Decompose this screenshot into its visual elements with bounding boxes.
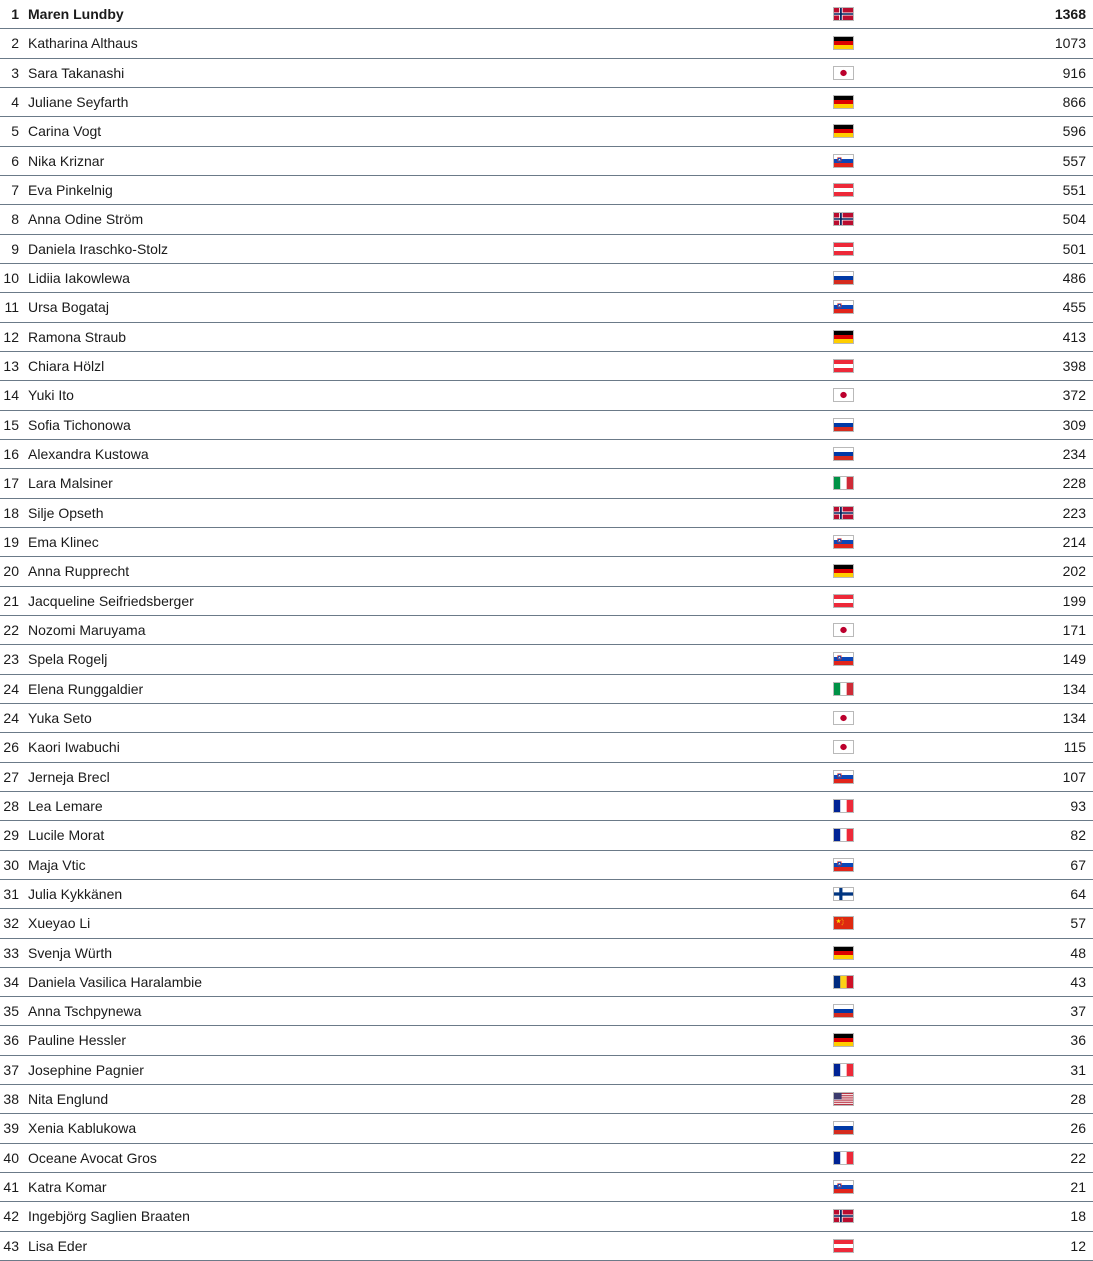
rank-cell: 32	[3, 915, 19, 932]
germany-flag-icon	[833, 946, 854, 960]
rank-cell: 42	[3, 1208, 19, 1225]
athlete-name: Pauline Hessler	[28, 1032, 127, 1049]
norway-flag-icon	[833, 212, 854, 226]
table-row	[0, 763, 1093, 792]
athlete-name: Lisa Eder	[28, 1237, 88, 1254]
athlete-name: Maja Vtic	[28, 856, 86, 873]
austria-flag-icon	[833, 359, 854, 373]
table-row	[0, 59, 1093, 88]
austria-flag-icon	[833, 1239, 854, 1253]
rank-cell: 30	[3, 856, 19, 873]
rank-cell: 40	[3, 1149, 19, 1166]
rank-cell: 5	[11, 123, 19, 140]
usa-flag-icon	[833, 1092, 854, 1106]
athlete-name: Nita Englund	[28, 1091, 109, 1108]
points-cell: 149	[1062, 651, 1086, 668]
points-cell: 504	[1062, 211, 1086, 228]
table-row	[0, 264, 1093, 293]
rank-cell: 43	[3, 1237, 19, 1254]
table-row	[0, 176, 1093, 205]
rank-cell: 16	[3, 445, 19, 462]
rank-cell: 17	[3, 475, 19, 492]
austria-flag-icon	[833, 183, 854, 197]
germany-flag-icon	[833, 36, 854, 50]
rank-cell: 31	[3, 885, 19, 902]
athlete-name: Lucile Morat	[28, 827, 105, 844]
points-cell: 202	[1062, 563, 1086, 580]
rank-cell: 3	[11, 64, 19, 81]
germany-flag-icon	[833, 1033, 854, 1047]
rank-cell: 12	[3, 328, 19, 345]
athlete-name: Sara Takanashi	[28, 64, 125, 81]
russia-flag-icon	[833, 447, 854, 461]
italy-flag-icon	[833, 476, 854, 490]
points-cell: 916	[1062, 64, 1086, 81]
points-cell: 309	[1062, 416, 1086, 433]
rank-cell: 14	[3, 387, 19, 404]
rank-cell: 13	[3, 357, 19, 374]
rank-cell: 19	[3, 533, 19, 550]
rank-cell: 10	[3, 269, 19, 286]
athlete-name: Xenia Kablukowa	[28, 1120, 137, 1137]
table-row	[0, 235, 1093, 264]
points-cell: 67	[1070, 856, 1086, 873]
points-cell: 134	[1062, 709, 1086, 726]
points-cell: 214	[1062, 533, 1086, 550]
table-row	[0, 381, 1093, 410]
italy-flag-icon	[833, 682, 854, 696]
rank-cell: 24	[3, 709, 19, 726]
rank-cell: 4	[11, 93, 19, 110]
points-cell: 486	[1062, 269, 1086, 286]
rank-cell: 7	[11, 181, 19, 198]
athlete-name: Carina Vogt	[28, 123, 102, 140]
athlete-name: Anna Rupprecht	[28, 563, 130, 580]
points-cell: 115	[1063, 739, 1086, 756]
table-row	[0, 587, 1093, 616]
athlete-name: Lea Lemare	[28, 797, 103, 814]
rank-cell: 39	[3, 1120, 19, 1137]
table-row	[0, 469, 1093, 498]
athlete-name: Julia Kykkänen	[28, 885, 123, 902]
rank-cell: 9	[11, 240, 19, 257]
rank-cell: 37	[3, 1061, 19, 1078]
finland-flag-icon	[833, 887, 854, 901]
slovenia-flag-icon	[833, 535, 854, 549]
table-row	[0, 704, 1093, 733]
rank-cell: 18	[3, 504, 19, 521]
table-row	[0, 0, 1093, 29]
athlete-name: Yuka Seto	[28, 709, 92, 726]
athlete-name: Anna Tschpynewa	[28, 1003, 142, 1020]
slovenia-flag-icon	[833, 770, 854, 784]
slovenia-flag-icon	[833, 652, 854, 666]
points-cell: 551	[1062, 181, 1086, 198]
rank-cell: 15	[3, 416, 19, 433]
japan-flag-icon	[833, 388, 854, 402]
table-row	[0, 1173, 1093, 1202]
points-cell: 22	[1070, 1149, 1086, 1166]
table-row	[0, 1144, 1093, 1173]
table-row	[0, 205, 1093, 234]
germany-flag-icon	[833, 330, 854, 344]
table-row	[0, 733, 1093, 762]
table-row	[0, 968, 1093, 997]
points-cell: 48	[1070, 944, 1086, 961]
athlete-name: Alexandra Kustowa	[28, 445, 149, 462]
athlete-name: Silje Opseth	[28, 504, 104, 521]
athlete-name: Lidiia Iakowlewa	[28, 269, 130, 286]
table-row	[0, 616, 1093, 645]
points-cell: 1368	[1054, 6, 1086, 22]
athlete-name: Elena Runggaldier	[28, 680, 144, 697]
france-flag-icon	[833, 1151, 854, 1165]
japan-flag-icon	[833, 66, 854, 80]
points-cell: 223	[1062, 504, 1086, 521]
table-row	[0, 1232, 1093, 1261]
points-cell: 37	[1070, 1003, 1086, 1020]
table-row	[0, 528, 1093, 557]
points-cell: 28	[1070, 1091, 1086, 1108]
table-row	[0, 997, 1093, 1026]
athlete-name: Ema Klinec	[28, 533, 99, 550]
austria-flag-icon	[833, 242, 854, 256]
rank-cell: 1	[11, 6, 19, 22]
table-row	[0, 117, 1093, 146]
norway-flag-icon	[833, 1209, 854, 1223]
points-cell: 134	[1062, 680, 1086, 697]
athlete-name: Katra Komar	[28, 1179, 107, 1196]
athlete-name: Ramona Straub	[28, 328, 127, 345]
table-row	[0, 909, 1093, 938]
rank-cell: 22	[3, 621, 19, 638]
rank-cell: 38	[3, 1091, 19, 1108]
athlete-name: Sofia Tichonowa	[28, 416, 131, 433]
rank-cell: 29	[3, 827, 19, 844]
table-row	[0, 1085, 1093, 1114]
athlete-name: Juliane Seyfarth	[28, 93, 129, 110]
rank-cell: 27	[3, 768, 19, 785]
table-row	[0, 147, 1093, 176]
table-row	[0, 440, 1093, 469]
athlete-name: Ingebjörg Saglien Braaten	[28, 1208, 190, 1225]
table-row	[0, 1026, 1093, 1055]
table-row	[0, 1114, 1093, 1143]
athlete-name: Xueyao Li	[28, 915, 91, 932]
rank-cell: 36	[3, 1032, 19, 1049]
table-row	[0, 499, 1093, 528]
rank-cell: 8	[11, 211, 19, 228]
table-row	[0, 352, 1093, 381]
table-row	[0, 557, 1093, 586]
athlete-name: Chiara Hölzl	[28, 357, 105, 374]
points-cell: 234	[1062, 445, 1086, 462]
germany-flag-icon	[833, 124, 854, 138]
japan-flag-icon	[833, 740, 854, 754]
table-row	[0, 1056, 1093, 1085]
athlete-name: Josephine Pagnier	[28, 1061, 144, 1078]
rank-cell: 26	[3, 739, 19, 756]
points-cell: 228	[1062, 475, 1086, 492]
athlete-name: Jacqueline Seifriedsberger	[28, 592, 194, 609]
rank-cell: 34	[3, 973, 19, 990]
points-cell: 26	[1070, 1120, 1086, 1137]
rank-cell: 28	[3, 797, 19, 814]
russia-flag-icon	[833, 418, 854, 432]
athlete-name: Spela Rogelj	[28, 651, 108, 668]
norway-flag-icon	[833, 7, 854, 21]
points-cell: 64	[1070, 885, 1086, 902]
points-cell: 21	[1070, 1179, 1086, 1196]
japan-flag-icon	[833, 623, 854, 637]
austria-flag-icon	[833, 594, 854, 608]
athlete-name: Svenja Würth	[28, 944, 113, 961]
points-cell: 557	[1062, 152, 1086, 169]
russia-flag-icon	[833, 1121, 854, 1135]
rank-cell: 2	[11, 35, 19, 52]
table-row	[0, 411, 1093, 440]
athlete-name: Nika Kriznar	[28, 152, 105, 169]
athlete-name: Maren Lundby	[28, 6, 124, 22]
points-cell: 199	[1062, 592, 1086, 609]
points-cell: 501	[1062, 240, 1086, 257]
rank-cell: 6	[11, 152, 19, 169]
russia-flag-icon	[833, 271, 854, 285]
points-cell: 57	[1070, 915, 1086, 932]
points-cell: 398	[1062, 357, 1086, 374]
table-row	[0, 880, 1093, 909]
table-row	[0, 792, 1093, 821]
rank-cell: 11	[4, 299, 19, 316]
points-cell: 12	[1070, 1237, 1086, 1254]
germany-flag-icon	[833, 95, 854, 109]
japan-flag-icon	[833, 711, 854, 725]
points-cell: 18	[1070, 1208, 1086, 1225]
rank-cell: 20	[3, 563, 19, 580]
table-row	[0, 939, 1093, 968]
athlete-name: Daniela Iraschko-Stolz	[28, 240, 169, 257]
table-row	[0, 88, 1093, 117]
points-cell: 36	[1070, 1032, 1086, 1049]
athlete-name: Yuki Ito	[28, 387, 74, 404]
france-flag-icon	[833, 828, 854, 842]
points-cell: 455	[1062, 299, 1086, 316]
points-cell: 107	[1062, 768, 1086, 785]
points-cell: 31	[1070, 1061, 1086, 1078]
athlete-name: Kaori Iwabuchi	[28, 739, 120, 756]
france-flag-icon	[833, 1063, 854, 1077]
table-row	[0, 29, 1093, 58]
athlete-name: Katharina Althaus	[28, 35, 138, 52]
athlete-name: Anna Odine Ström	[28, 211, 144, 228]
table-row	[0, 675, 1093, 704]
rank-cell: 41	[3, 1179, 19, 1196]
rank-cell: 35	[3, 1003, 19, 1020]
rank-cell: 33	[3, 944, 19, 961]
points-cell: 1073	[1054, 35, 1086, 52]
points-cell: 93	[1070, 797, 1086, 814]
points-cell: 372	[1062, 387, 1086, 404]
athlete-name: Lara Malsiner	[28, 475, 113, 492]
table-row	[0, 293, 1093, 322]
rank-cell: 23	[3, 651, 19, 668]
athlete-name: Ursa Bogataj	[28, 299, 109, 316]
athlete-name: Daniela Vasilica Haralambie	[28, 973, 203, 990]
table-row	[0, 851, 1093, 880]
slovenia-flag-icon	[833, 858, 854, 872]
athlete-name: Eva Pinkelnig	[28, 181, 113, 198]
norway-flag-icon	[833, 506, 854, 520]
france-flag-icon	[833, 799, 854, 813]
points-cell: 596	[1062, 123, 1086, 140]
table-row	[0, 323, 1093, 352]
slovenia-flag-icon	[833, 300, 854, 314]
table-row	[0, 821, 1093, 850]
germany-flag-icon	[833, 564, 854, 578]
rank-cell: 21	[3, 592, 19, 609]
athlete-name: Jerneja Brecl	[28, 768, 110, 785]
points-cell: 82	[1070, 827, 1086, 844]
slovenia-flag-icon	[833, 154, 854, 168]
points-cell: 43	[1070, 973, 1086, 990]
russia-flag-icon	[833, 1004, 854, 1018]
points-cell: 171	[1062, 621, 1086, 638]
china-flag-icon	[833, 916, 854, 930]
points-cell: 866	[1062, 93, 1086, 110]
table-row	[0, 645, 1093, 674]
romania-flag-icon	[833, 975, 854, 989]
points-cell: 413	[1062, 328, 1086, 345]
rank-cell: 24	[3, 680, 19, 697]
table-row	[0, 1202, 1093, 1231]
athlete-name: Nozomi Maruyama	[28, 621, 146, 638]
athlete-name: Oceane Avocat Gros	[28, 1149, 157, 1166]
slovenia-flag-icon	[833, 1180, 854, 1194]
